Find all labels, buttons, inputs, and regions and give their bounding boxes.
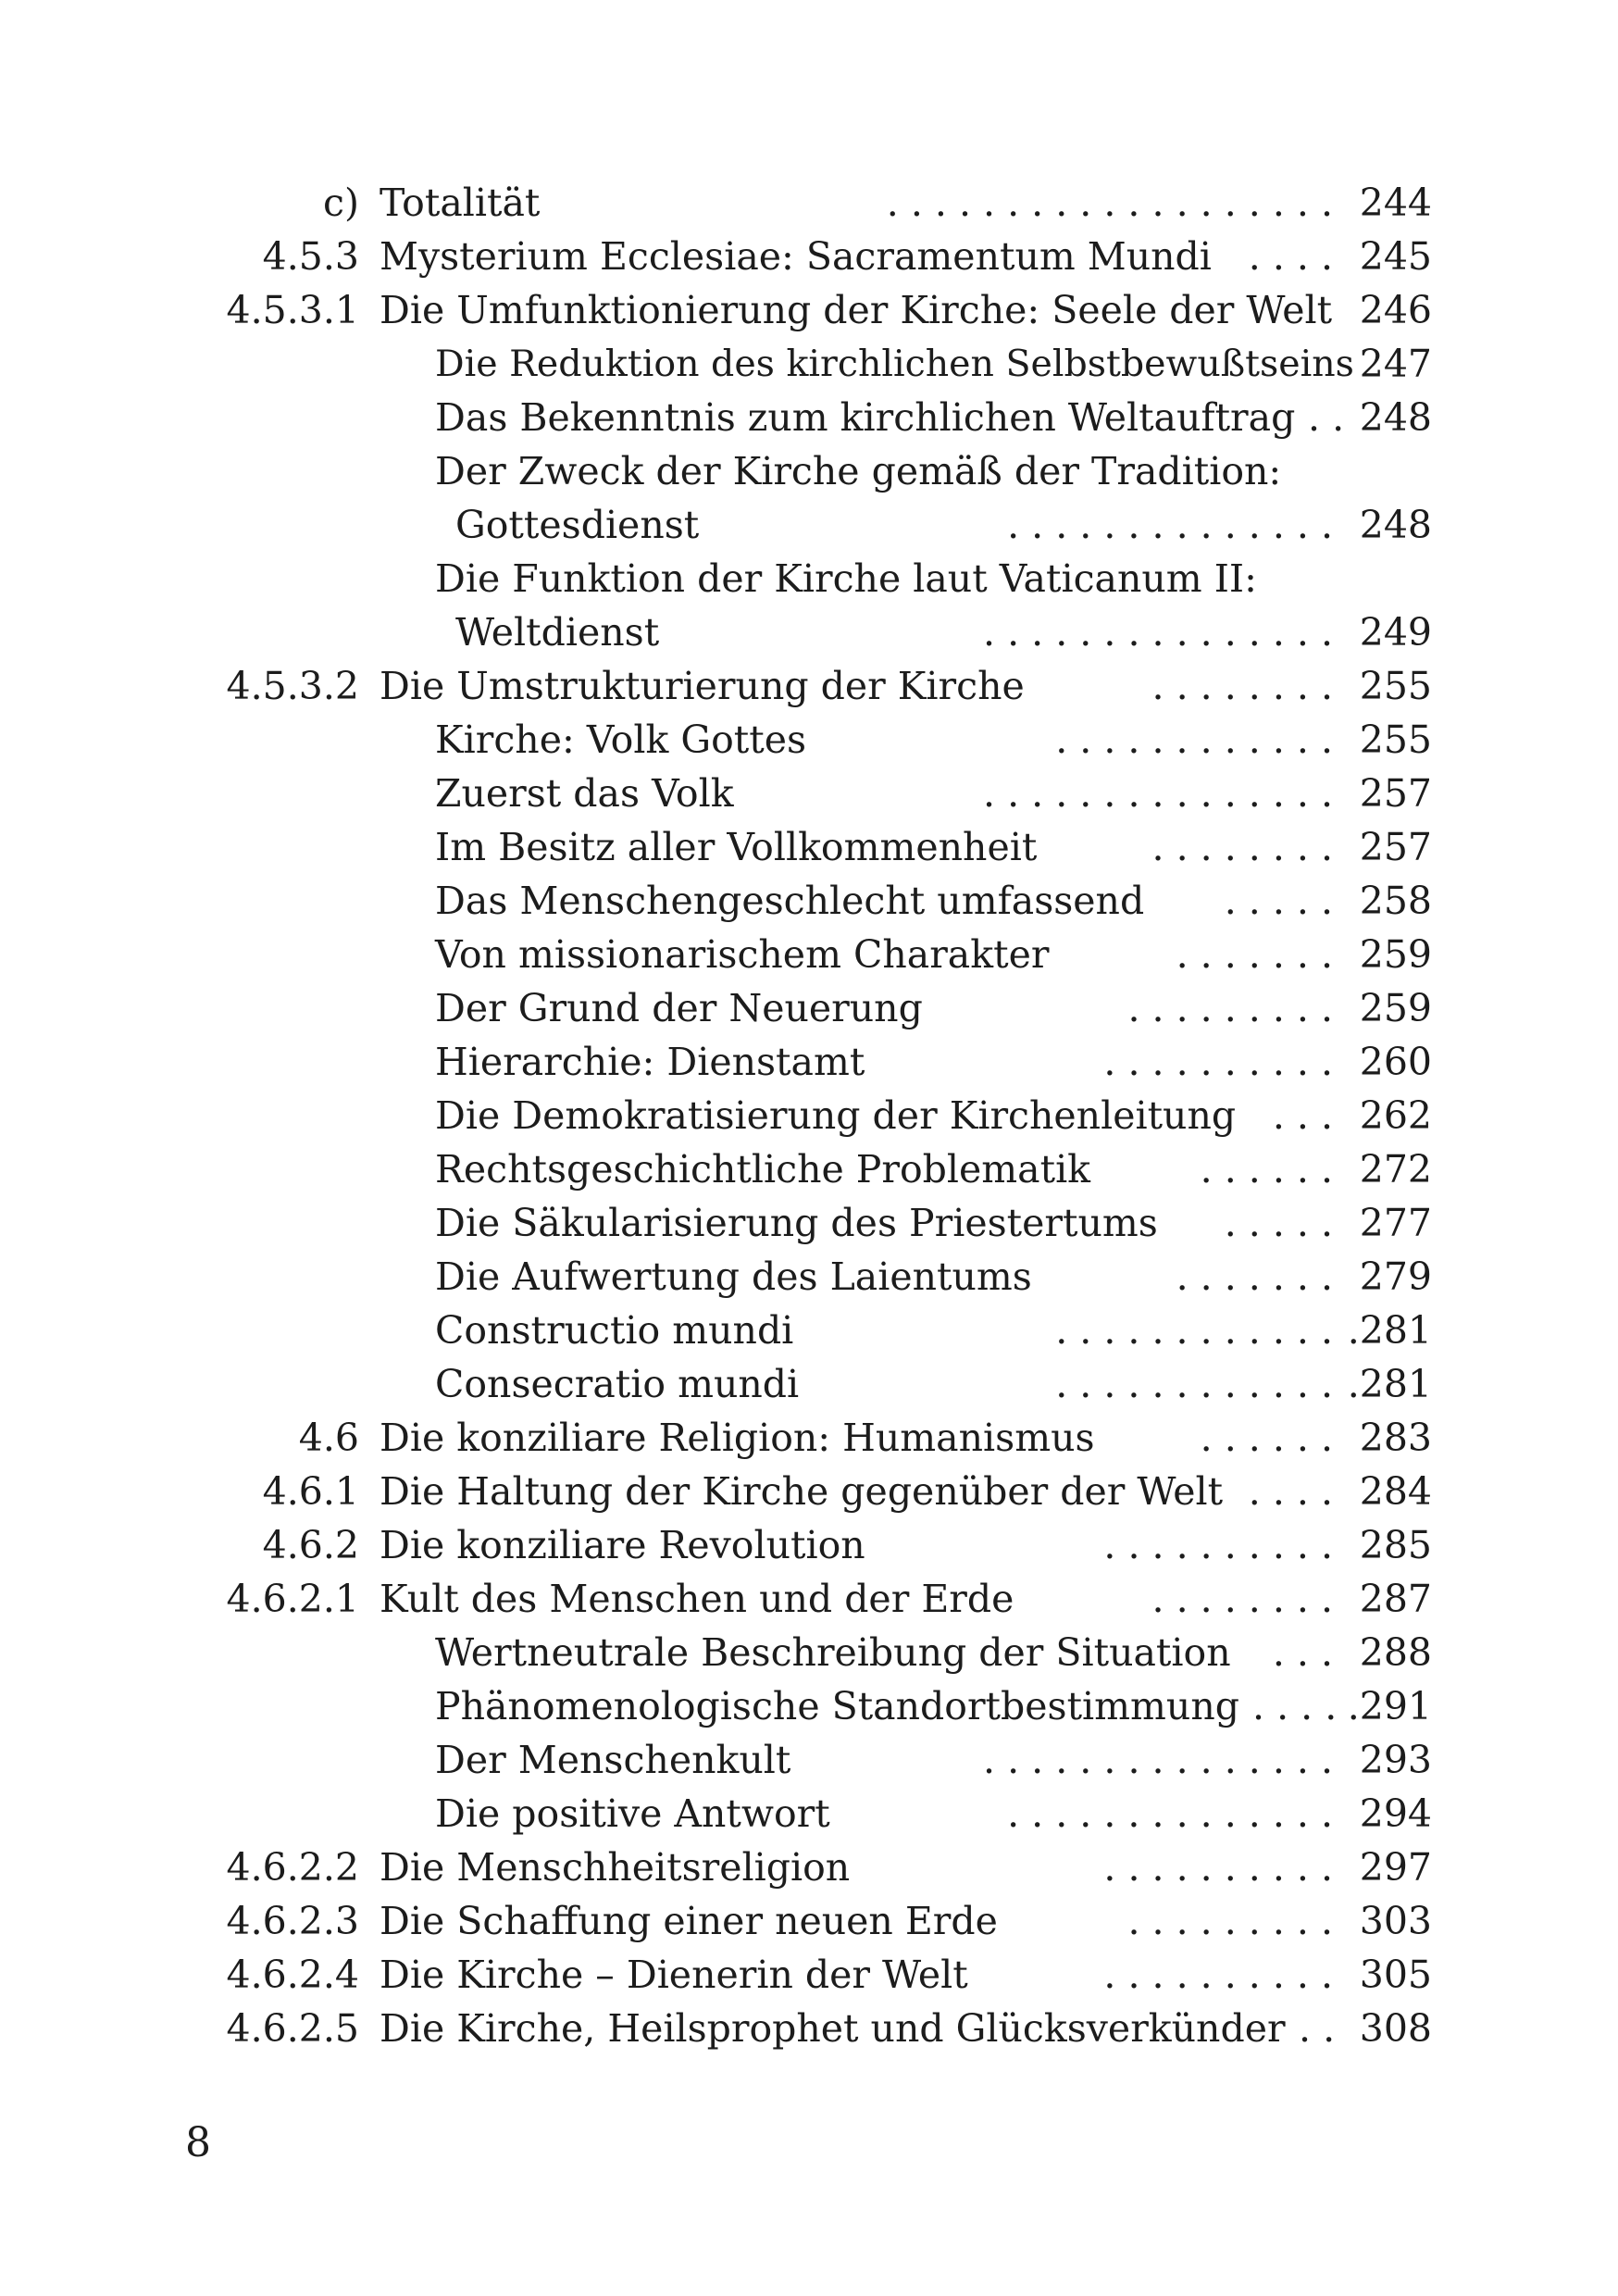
section-number: 4.6.2.1 [226,1577,359,1621]
entry-title: Weltdienst [455,610,660,655]
page-ref: 249 [1359,610,1432,655]
section-number: 4.6.2.3 [226,1899,359,1943]
entry-title: Mysterium Ecclesiae: Sacramentum Mundi [380,234,1212,279]
dot-leader: . . . . [1252,1684,1338,1728]
dot-leader: . . . . . [1224,879,1333,923]
entry-title: Von missionarischem Charakter [435,932,1050,977]
dot-leader: . . . . . . . . . . . . [1055,718,1333,762]
toc-entry[interactable] [0,552,1618,605]
toc-entry[interactable] [0,1733,1618,1787]
dot-leader: . . . . . . . . . . . . . . . [983,771,1333,816]
entry-title: Die Funktion der Kirche laut Vaticanum II: [435,556,1257,601]
dot-leader: . . . . . . . . [1151,1577,1333,1621]
toc-entry[interactable] [0,1304,1618,1357]
dot-leader: . . . . . [1224,1201,1333,1245]
page-ref: 262 [1359,1093,1432,1138]
toc-entry[interactable] [0,1465,1618,1518]
entry-title: Hierarchie: Dienstamt [435,1040,865,1084]
dot-leader: . . . . . . [1200,1147,1333,1192]
section-number: 4.6 [298,1416,359,1460]
dot-leader: . . . . [1248,234,1333,279]
entry-title: Wertneutrale Beschreibung der Situation [435,1630,1231,1675]
toc-entry[interactable] [0,283,1618,337]
entry-title: Die konziliare Revolution [380,1523,865,1567]
page-ref: 255 [1359,718,1432,762]
page-ref: 279 [1359,1254,1432,1299]
page-ref: .291 [1347,1684,1432,1728]
page-ref: .281 [1347,1308,1432,1353]
dot-leader: . . . . . . . . . . [1103,1040,1333,1084]
section-number: c) [323,181,359,225]
page-ref: 283 [1359,1416,1432,1460]
page-ref: 288 [1359,1630,1432,1675]
section-number: 4.5.3 [262,234,359,279]
page-ref: 248 [1359,503,1432,547]
entry-title: Phänomenologische Standortbestimmung [435,1684,1239,1728]
entry-title: Die positive Antwort [435,1791,830,1836]
dot-leader: . . . . . . . . . . [1103,1845,1333,1890]
dot-leader: . . . . . . . . . . . . . . . [983,1738,1333,1782]
toc-entry[interactable] [0,337,1618,391]
entry-title: Gottesdienst [455,503,700,547]
entry-title: Die Demokratisierung der Kirchenleitung [435,1093,1237,1138]
dot-leader: . . . . . . . . [1151,664,1333,708]
page-ref: 255 [1359,664,1432,708]
dot-leader: . . . . . . . . . . . . [1055,1308,1333,1353]
entry-title: Totalität [380,181,541,225]
entry-title: Kult des Menschen und der Erde [380,1577,1014,1621]
entry-title: Zuerst das Volk [435,771,734,816]
page-ref: 257 [1359,771,1432,816]
table-of-contents [0,176,1618,2055]
toc-entry[interactable] [0,1894,1618,1948]
dot-leader: . . . . . . . . . . . . . . . [983,610,1333,655]
entry-title: Die Haltung der Kirche gegenüber der Welt [380,1469,1224,1514]
dot-leader: . . . . . . . . . . . . . . [1007,1791,1333,1836]
toc-entry[interactable] [0,605,1618,659]
page-ref: 260 [1359,1040,1432,1084]
page-ref: 297 [1359,1845,1432,1890]
page-ref: 277 [1359,1201,1432,1245]
page-number: 8 [185,2119,211,2166]
entry-title: Die Säkularisierung des Priestertums [435,1201,1158,1245]
toc-entry[interactable] [0,981,1618,1035]
toc-entry[interactable] [0,1841,1618,1894]
dot-leader: . . . . . . [1200,1416,1333,1460]
entry-title: Die Menschheitsreligion [380,1845,851,1890]
page-ref: 308 [1359,2006,1432,2051]
toc-entry[interactable] [0,2002,1618,2055]
toc-entry[interactable] [0,444,1618,498]
entry-title: Die Schaffung einer neuen Erde [380,1899,998,1943]
toc-entry[interactable] [0,1518,1618,1572]
entry-title: Consecratio mundi [435,1362,800,1406]
dot-leader: . . . . . . . . . . . . . . [1007,503,1333,547]
page-ref: 285 [1359,1523,1432,1567]
entry-title: Die Kirche – Dienerin der Welt [380,1953,968,1997]
page-ref: .281 [1347,1362,1432,1406]
entry-title: Die Umstrukturierung der Kirche [380,664,1025,708]
toc-entry[interactable] [0,1089,1618,1142]
toc-entry[interactable] [0,1948,1618,2002]
toc-entry[interactable] [0,1411,1618,1465]
dot-leader: . . . [1272,1630,1333,1675]
page-ref: 259 [1359,986,1432,1030]
page-ref: 246 [1359,288,1432,332]
page-ref: 303 [1359,1899,1432,1943]
entry-title: Die Aufwertung des Laientums [435,1254,1032,1299]
section-number: 4.6.2.5 [226,2006,359,2051]
page-ref: 259 [1359,932,1432,977]
dot-leader: . . . . . . . . . . . . . . . . . . . [886,181,1333,225]
toc-entry[interactable] [0,1142,1618,1196]
entry-title: Der Menschenkult [435,1738,791,1782]
entry-title: Der Zweck der Kirche gemäß der Tradition: [435,449,1282,493]
section-number: 4.6.2.2 [226,1845,359,1890]
entry-title: Die konziliare Religion: Humanismus [380,1416,1095,1460]
page-ref: 257 [1359,825,1432,869]
dot-leader: . . . . . . . . . [1127,986,1333,1030]
page-ref: 248 [1359,395,1432,440]
dot-leader: . . . [1272,1093,1333,1138]
dot-leader: . . . . . . . [1176,932,1333,977]
dot-leader: . . . . . . . . . [1127,1899,1333,1943]
toc-entry[interactable] [0,176,1618,230]
page-ref: 244 [1359,181,1432,225]
toc-entry[interactable] [0,874,1618,928]
toc-entry[interactable] [0,230,1618,283]
toc-entry[interactable] [0,498,1618,552]
section-number: 4.6.1 [262,1469,359,1514]
page-ref: 293 [1359,1738,1432,1782]
dot-leader: . . [1308,395,1345,440]
toc-entry[interactable] [0,1196,1618,1250]
toc-entry[interactable] [0,928,1618,981]
section-number: 4.6.2 [262,1523,359,1567]
page-ref: 272 [1359,1147,1432,1192]
section-number: 4.6.2.4 [226,1953,359,1997]
dot-leader: . . . . . . . . . . [1103,1953,1333,1997]
toc-entry[interactable] [0,659,1618,713]
toc-entry[interactable] [0,1626,1618,1679]
page-ref: 305 [1359,1953,1432,1997]
toc-entry[interactable] [0,1250,1618,1304]
entry-title: Die Kirche, Heilsprophet und Glücksverkünder [380,2006,1286,2051]
toc-entry[interactable] [0,1787,1618,1841]
toc-entry[interactable] [0,1357,1618,1411]
page-ref: 245 [1359,234,1432,279]
page-ref: 284 [1359,1469,1432,1514]
dot-leader: . . . . . . . [1176,1254,1333,1299]
dot-leader: . . . . . . . . . . . . [1055,1362,1333,1406]
section-number: 4.5.3.1 [226,288,359,332]
dot-leader: . . [1299,2006,1336,2051]
entry-title: Im Besitz aller Vollkommenheit [435,825,1038,869]
entry-title: Rechtsgeschichtliche Problematik [435,1147,1091,1192]
toc-entry[interactable] [0,713,1618,767]
entry-title: Constructio mundi [435,1308,794,1353]
entry-title: Das Bekenntnis zum kirchlichen Weltauftrag [435,395,1296,440]
entry-title: Die Reduktion des kirchlichen Selbstbewußtseins [435,343,1354,385]
toc-entry[interactable] [0,1679,1618,1733]
dot-leader: . . . . [1248,1469,1333,1514]
page-ref: 287 [1359,1577,1432,1621]
section-number: 4.5.3.2 [226,664,359,708]
entry-title: Die Umfunktionierung der Kirche: Seele der Welt [380,288,1333,332]
entry-title: Das Menschengeschlecht umfassend [435,879,1145,923]
dot-leader: . . . . . . . . [1151,825,1333,869]
toc-entry[interactable] [0,820,1618,874]
toc-entry[interactable] [0,1035,1618,1089]
entry-title: Der Grund der Neuerung [435,986,923,1030]
dot-leader: . . . . . . . . . . [1103,1523,1333,1567]
page-ref: 294 [1359,1791,1432,1836]
toc-entry[interactable] [0,767,1618,820]
page-ref: 258 [1359,879,1432,923]
toc-entry[interactable] [0,391,1618,444]
page-ref: 247 [1359,342,1432,386]
entry-title: Kirche: Volk Gottes [435,718,807,762]
toc-entry[interactable] [0,1572,1618,1626]
